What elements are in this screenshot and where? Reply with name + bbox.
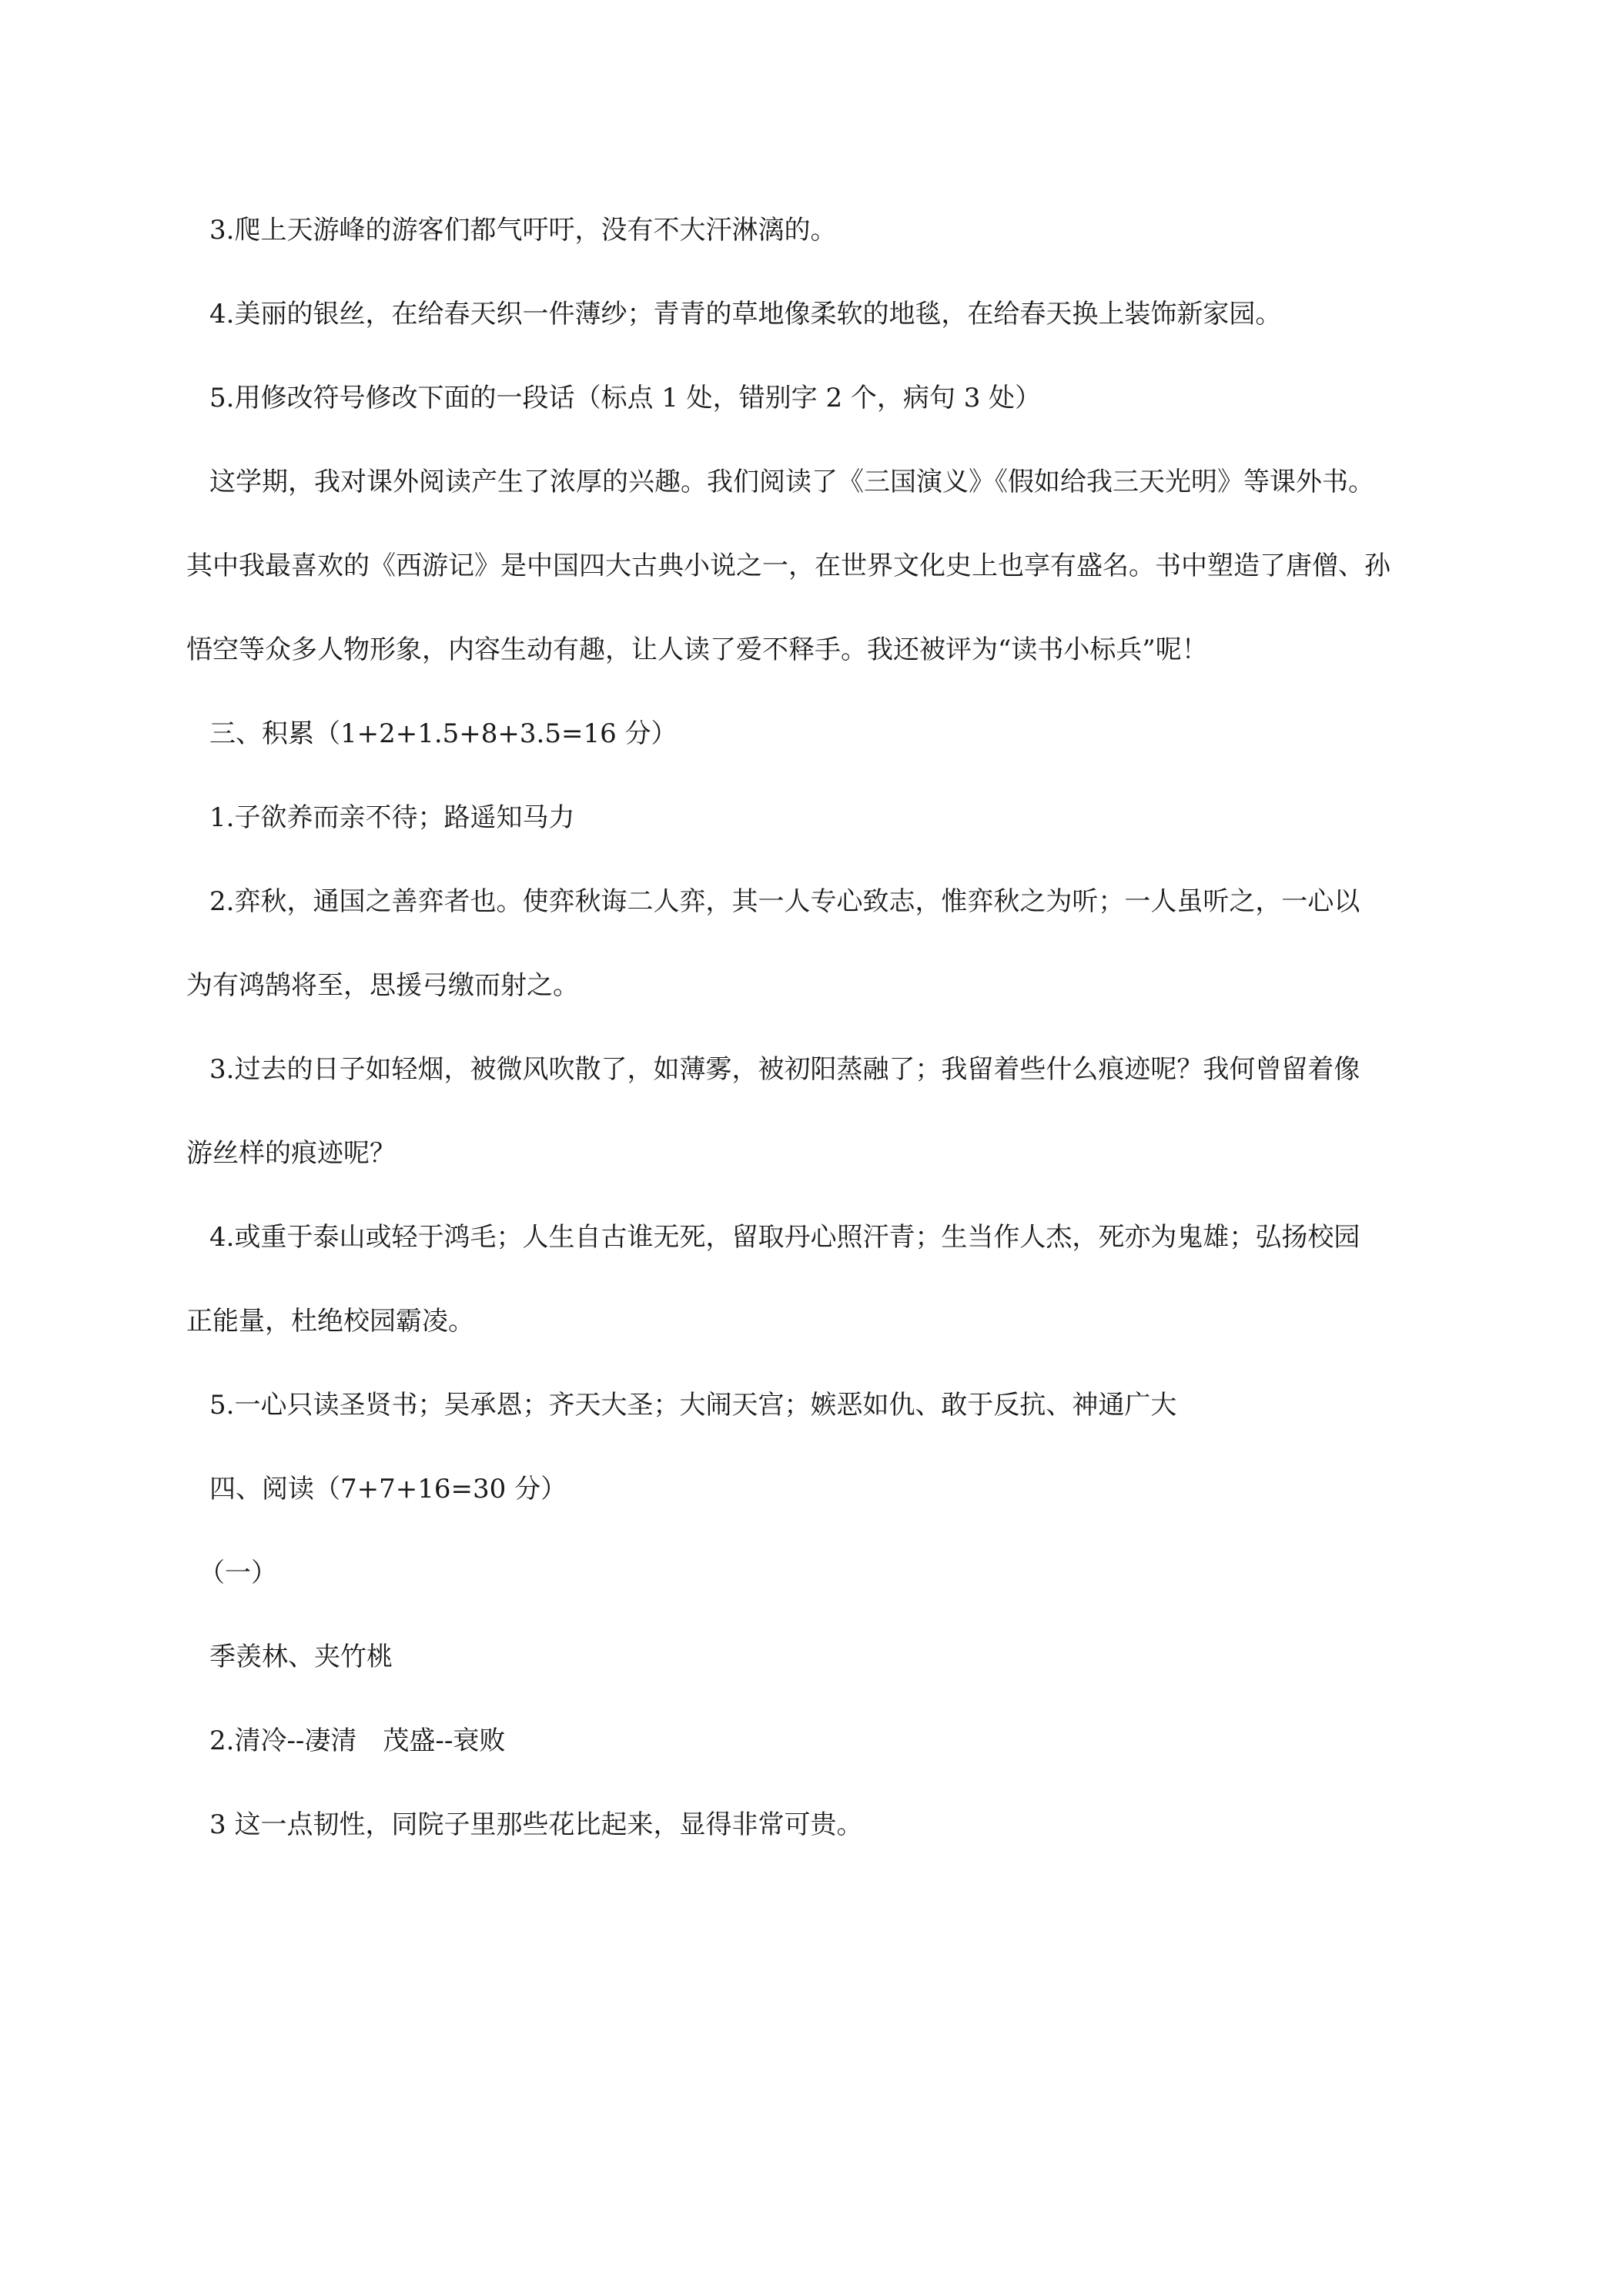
text-line: 5.一心只读圣贤书；吴承恩；齐天大圣；大闹天宫；嫉恶如仇、敢于反抗、神通广大: [209, 1390, 1177, 1421]
text-line: 3 这一点韧性，同院子里那些花比起来，显得非常可贵。: [209, 1809, 863, 1840]
text-line: 4.或重于泰山或轻于鸿毛；人生自古谁无死，留取丹心照汗青；生当作人杰，死亦为鬼雄；弘扬校园: [209, 1222, 1360, 1253]
text-line: 3.过去的日子如轻烟，被微风吹散了，如薄雾，被初阳蒸融了；我留着些什么痕迹呢？我何曾留着像: [209, 1054, 1360, 1085]
text-line: 季羡林、夹竹桃: [209, 1642, 393, 1672]
text-line: 为有鸿鹄将至，思援弓缴而射之。: [186, 970, 579, 1001]
text-line: 3.爬上天游峰的游客们都气吁吁，没有不大汗淋漓的。: [209, 215, 837, 246]
text-line: 4.美丽的银丝，在给春天织一件薄纱；青青的草地像柔软的地毯，在给春天换上装饰新家园。: [209, 299, 1282, 330]
text-line: 游丝样的痕迹呢？: [186, 1138, 396, 1169]
text-line: 其中我最喜欢的《西游记》是中国四大古典小说之一，在世界文化史上也享有盛名。书中塑造了唐僧、孙: [186, 551, 1390, 581]
section-heading: 四、阅读（7+7+16=30 分）: [209, 1474, 567, 1504]
text-line: 2.清冷--凄清 茂盛--衰败: [209, 1725, 506, 1756]
text-line: 悟空等众多人物形象，内容生动有趣，让人读了爱不释手。我还被评为“读书小标兵”呢！: [186, 634, 1208, 665]
text-line: 正能量，杜绝校园霸凌。: [186, 1306, 474, 1337]
text-line: 5.用修改符号修改下面的一段话（标点 1 处，错别字 2 个，病句 3 处）: [209, 383, 1042, 413]
subsection-heading: （一）: [199, 1558, 277, 1588]
text-line: 1.子欲养而亲不待；路遥知马力: [209, 802, 575, 833]
text-line: 2.弈秋，通国之善弈者也。使弈秋诲二人弈，其一人专心致志，惟弈秋之为听；一人虽听之，一心以: [209, 886, 1360, 917]
text-line: 这学期，我对课外阅读产生了浓厚的兴趣。我们阅读了《三国演义》《假如给我三天光明》等课外书。: [209, 467, 1374, 497]
section-heading: 三、积累（1+2+1.5+8+3.5=16 分）: [209, 718, 678, 749]
